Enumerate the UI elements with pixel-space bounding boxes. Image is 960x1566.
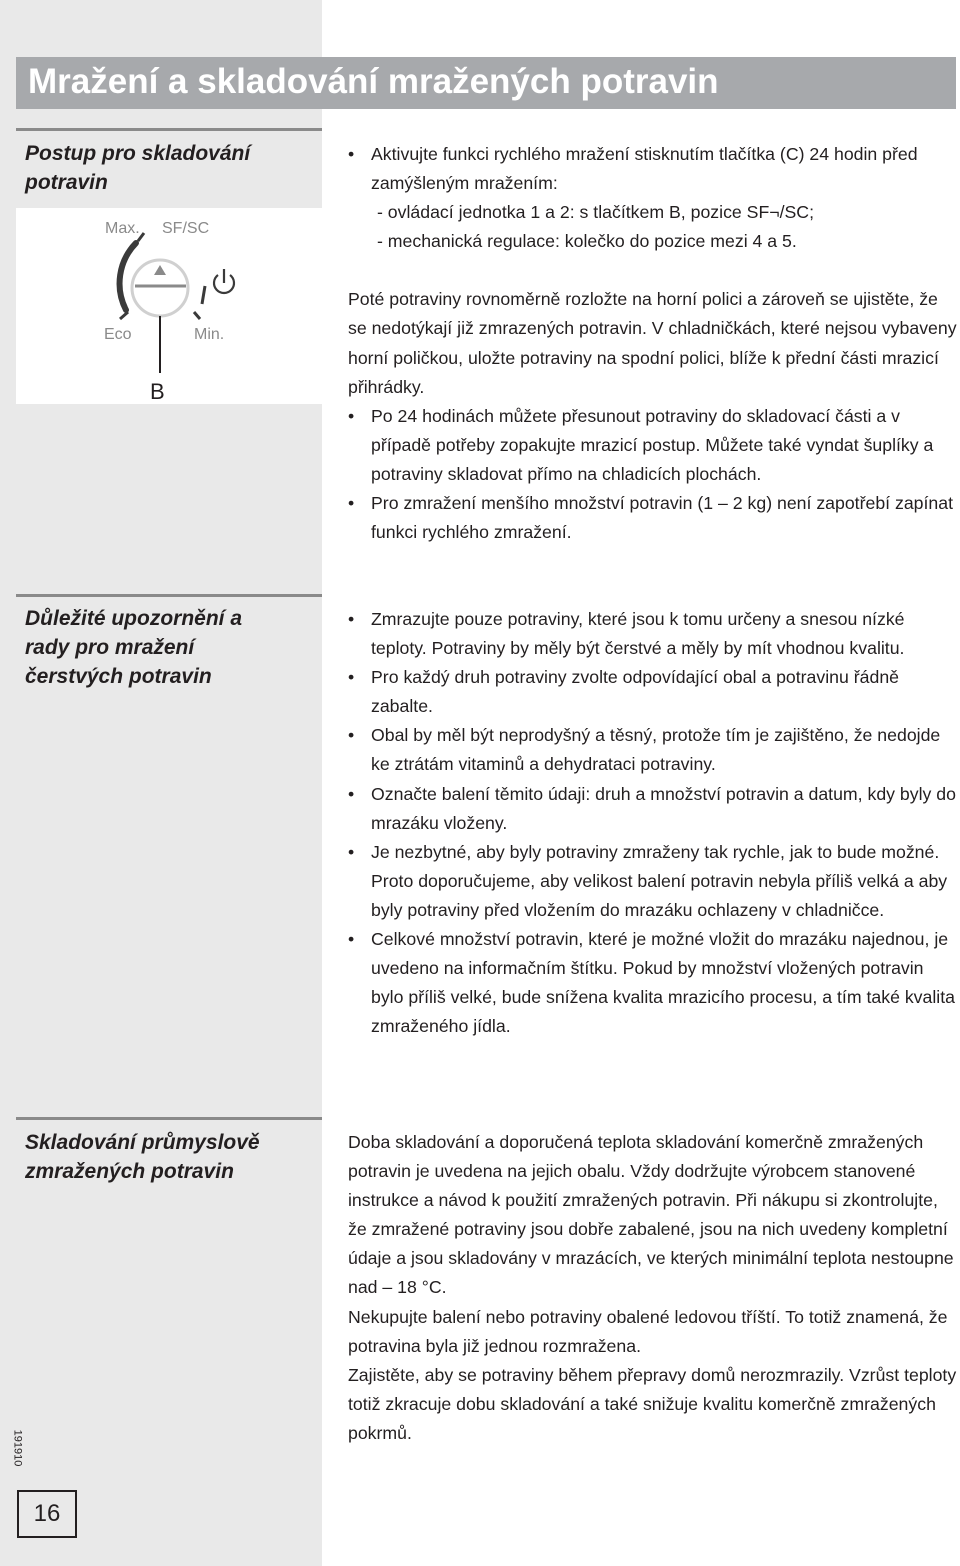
label-eco: Eco	[104, 326, 132, 343]
section-storage-procedure-body	[348, 140, 960, 547]
dial-tick-eco	[120, 312, 128, 319]
sub-item: - mechanická regulace: kolečko do pozice mezi 4 a 5.	[377, 231, 797, 252]
section-fresh-freezing-body	[348, 605, 960, 1041]
control-diagram-svg	[16, 208, 322, 404]
section-rule	[16, 128, 322, 131]
list-item: • Obal by měl být neprodyšný a těsný, protože tím je zajištěno, že nedojde ke ztrátám vitaminů a dehydrataci potraviny.	[348, 721, 960, 779]
label-min: Min.	[194, 326, 225, 343]
list-item: • Pro zmražení menšího množství potravin (1 – 2 kg) není zapotřebí zapínat funkci rychlého zmražení.	[348, 489, 960, 547]
list-item: • Po 24 hodinách můžete přesunout potraviny do skladovací části a v případě potřeby zopakujte mrazicí postup. Můžete také vyndat šuplíky a potraviny skladovat přímo na chladicích plochách.	[348, 402, 960, 489]
list-item: • Je nezbytné, aby byly potraviny zmraženy tak rychle, jak to bude možné. Proto doporučujeme, aby velikost balení potravin nebyla příliš velká a aby byly potraviny před vložením do mrazáku ochlazeny v chladničce.	[348, 838, 960, 925]
list-item: • Pro každý druh potraviny zvolte odpovídající obal a potravinu řádně zabalte.	[348, 663, 960, 721]
bullet-list	[348, 140, 960, 198]
power-icon	[214, 269, 234, 293]
label-sfsc: SF/SC	[162, 220, 210, 237]
section-heading-fresh-freezing: Důležité upozornění a rady pro mražení čerstvých potravin	[25, 607, 243, 688]
bullet-list	[348, 402, 960, 547]
paragraph: Doba skladování a doporučená teplota skladování komerčně zmražených potravin je uvedena na jejich obalu. Vždy dodržujte výrobcem stanovené instrukce a návod k použití zmražených potravin. Při nákupu si zkontrolujte, že zmražené potraviny jsou dobře zabalené, jsou na nich uvedeny kompletní údaje a jsou skladovány v mrazácích, ve kterých minimální teplota nestoupne nad – 18 °C.	[348, 1132, 954, 1298]
paragraph: Zajistěte, aby se potraviny během přepravy domů nerozmrazily. Vzrůst teploty totiž zkracuje dobu skladování a také snižuje kvalitu komerčně zmražených pokrmů.	[348, 1364, 957, 1443]
section-rule	[16, 1117, 322, 1120]
bullet-list	[348, 605, 960, 1041]
label-max: Max.	[105, 220, 140, 237]
page-number: 16	[17, 1490, 77, 1538]
control-diagram	[16, 208, 322, 404]
document-code: 191910	[11, 1429, 24, 1467]
power-tick	[202, 286, 205, 304]
paragraph: Nekupujte balení nebo potraviny obalené ledovou tříští. To totiž znamená, že potravina byla již jednou rozmražena.	[348, 1306, 948, 1356]
section-commercial-frozen-body	[348, 1128, 960, 1448]
list-item: • Aktivujte funkci rychlého mražení stisknutím tlačítka (C) 24 hodin před zamýšleným mražením:	[348, 140, 960, 198]
page-title: Mražení a skladování mražených potravin	[28, 62, 719, 101]
paragraph: Poté potraviny rovnoměrně rozložte na horní polici a zároveň se ujistěte, že se nedotýkají již zmrazených potravin. V chladničkách, které nejsou vybaveny horní poličkou, uložte potraviny na spodní polici, blíže k přední části mrazicí přihrádky.	[348, 289, 957, 397]
section-rule	[16, 594, 322, 597]
section-heading-storage-procedure: Postup pro skladování potravin	[25, 142, 251, 194]
section-heading-commercial-frozen: Skladování průmyslově zmražených potravin	[25, 1131, 260, 1183]
sub-item: - ovládací jednotka 1 a 2: s tlačítkem B, pozice SF¬/SC;	[377, 202, 814, 223]
list-item: • Celkové množství potravin, které je možné vložit do mrazáku najednou, je uvedeno na informačním štítku. Pokud by množství vložených potravin bylo příliš velké, bude snížena kvalita mrazicího procesu, a tím také kvalita zmraženého jídla.	[348, 925, 960, 1041]
list-item: • Označte balení těmito údaji: druh a množství potravin a datum, kdy byly do mrazáku vloženy.	[348, 780, 960, 838]
callout-label-b: B	[150, 379, 165, 404]
list-item: • Zmrazujte pouze potraviny, které jsou k tomu určeny a snesou nízké teploty. Potraviny by měly být čerstvé a měly by mít vhodnou kvalitu.	[348, 605, 960, 663]
dial-tick-min	[194, 312, 200, 319]
